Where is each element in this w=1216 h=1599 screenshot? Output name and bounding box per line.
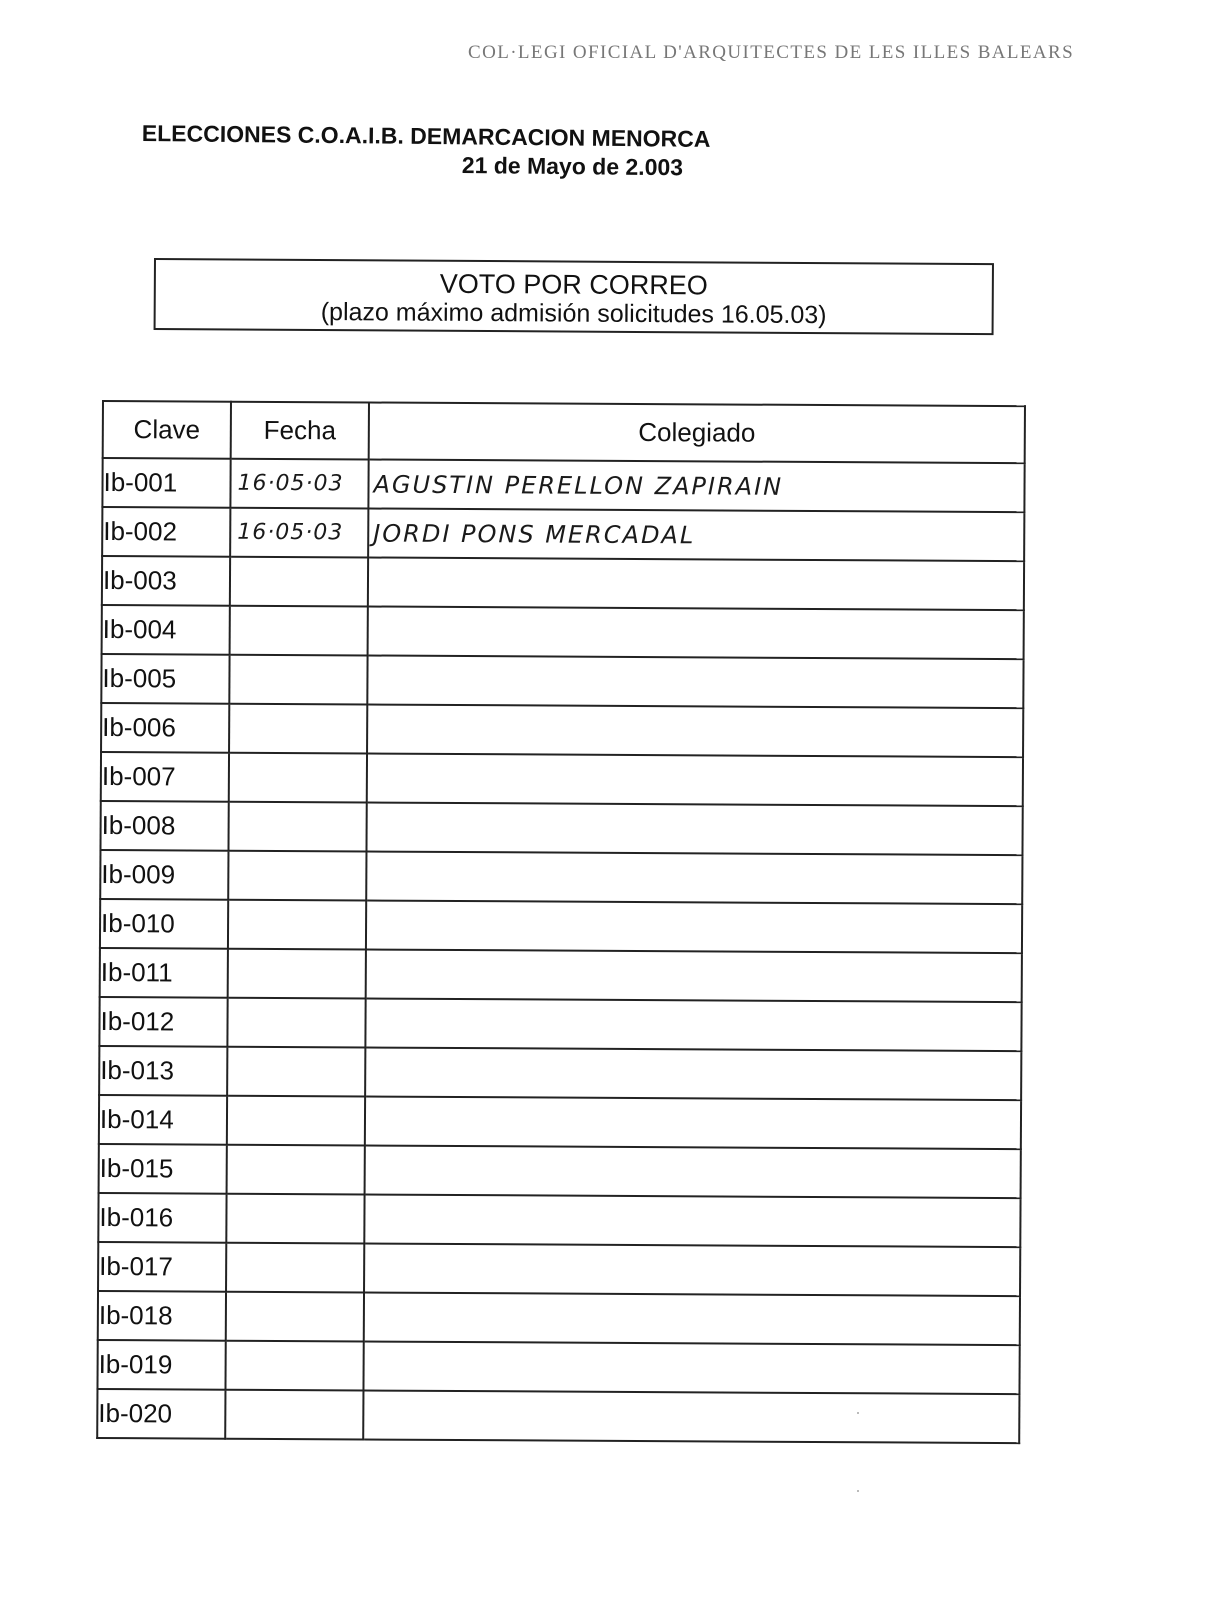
cell-colegiado: AGUSTIN PERELLON ZAPIRAIN	[368, 459, 1024, 512]
cell-clave: Ib-020	[97, 1389, 225, 1439]
cell-fecha	[227, 998, 365, 1048]
cell-clave: Ib-012	[99, 997, 227, 1047]
table-row	[100, 801, 1022, 855]
cell-clave: Ib-003	[102, 556, 230, 606]
cell-clave: Ib-019	[97, 1340, 225, 1390]
cell-colegiado	[365, 1096, 1021, 1149]
cell-fecha: 16·05·03	[230, 459, 368, 509]
table-row	[101, 703, 1023, 757]
cell-colegiado	[367, 655, 1023, 708]
cell-colegiado	[368, 606, 1024, 659]
cell-fecha	[226, 1194, 364, 1244]
header-clave: Clave	[103, 401, 231, 459]
cell-clave: Ib-007	[101, 752, 229, 802]
cell-colegiado	[366, 949, 1022, 1002]
cell-fecha: 16·05·03	[230, 508, 368, 558]
table-row	[102, 605, 1024, 659]
cell-colegiado	[366, 851, 1022, 904]
header-colegiado: Colegiado	[369, 402, 1025, 463]
cell-fecha	[229, 655, 367, 705]
notice-box	[154, 258, 994, 335]
table-row	[100, 948, 1022, 1002]
table-body	[97, 458, 1024, 1443]
cell-clave: Ib-002	[102, 507, 230, 557]
table-row	[97, 1389, 1019, 1443]
cell-fecha	[226, 1243, 364, 1293]
election-date: 21 de Mayo de 2.003	[461, 152, 684, 181]
table-row	[98, 1242, 1020, 1296]
notice-subheading: (plazo máximo admisión solicitudes 16.05.03)	[320, 298, 827, 330]
cell-clave: Ib-001	[102, 458, 230, 508]
cell-colegiado	[363, 1341, 1019, 1394]
cell-colegiado	[363, 1390, 1019, 1443]
table-header-row	[103, 401, 1025, 463]
cell-clave: Ib-009	[100, 850, 228, 900]
cell-fecha	[228, 949, 366, 999]
table-row	[100, 899, 1022, 953]
cell-clave: Ib-005	[101, 654, 229, 704]
cell-colegiado	[366, 900, 1022, 953]
cell-fecha	[225, 1390, 363, 1440]
cell-colegiado	[368, 557, 1024, 610]
cell-fecha	[227, 1096, 365, 1146]
cell-fecha	[228, 900, 366, 950]
cell-clave: Ib-018	[98, 1291, 226, 1341]
cell-colegiado	[367, 753, 1023, 806]
cell-colegiado	[365, 1047, 1021, 1100]
cell-colegiado	[366, 802, 1022, 855]
scan-speck	[857, 1490, 859, 1492]
register-table	[96, 400, 1024, 1444]
letterhead: COL·LEGI OFICIAL D'ARQUITECTES DE LES ILLES BALEARS	[468, 42, 1075, 63]
cell-colegiado	[365, 998, 1021, 1051]
cell-fecha	[226, 1292, 364, 1342]
cell-clave: Ib-006	[101, 703, 229, 753]
cell-fecha	[230, 606, 368, 656]
table-row	[102, 458, 1024, 512]
election-title: ELECCIONES C.O.A.I.B. DEMARCACION MENORCA	[141, 120, 711, 152]
header-fecha: Fecha	[231, 402, 369, 460]
cell-colegiado	[364, 1292, 1020, 1345]
cell-fecha	[229, 704, 367, 754]
cell-clave: Ib-004	[102, 605, 230, 655]
cell-fecha	[227, 1047, 365, 1097]
table-row	[102, 556, 1024, 610]
table-row	[99, 1144, 1021, 1198]
cell-clave: Ib-011	[100, 948, 228, 998]
cell-clave: Ib-008	[100, 801, 228, 851]
scan-speck	[857, 1412, 859, 1414]
cell-clave: Ib-014	[99, 1095, 227, 1145]
table-row	[99, 1046, 1021, 1100]
cell-clave: Ib-010	[100, 899, 228, 949]
cell-colegiado	[365, 1145, 1021, 1198]
cell-clave: Ib-017	[98, 1242, 226, 1292]
notice-heading: VOTO POR CORREO	[439, 268, 708, 301]
cell-colegiado	[364, 1243, 1020, 1296]
cell-fecha	[229, 753, 367, 803]
cell-colegiado	[367, 704, 1023, 757]
cell-fecha	[228, 802, 366, 852]
cell-fecha	[228, 851, 366, 901]
table-row	[101, 752, 1023, 806]
table-row	[99, 1095, 1021, 1149]
cell-fecha	[227, 1145, 365, 1195]
cell-fecha	[230, 557, 368, 607]
table-row	[100, 850, 1022, 904]
cell-colegiado	[364, 1194, 1020, 1247]
cell-clave: Ib-013	[99, 1046, 227, 1096]
table-row	[99, 997, 1021, 1051]
cell-colegiado: JORDI PONS MERCADAL	[368, 508, 1024, 561]
cell-clave: Ib-015	[99, 1144, 227, 1194]
table-row	[101, 654, 1023, 708]
table-row	[102, 507, 1024, 561]
table-row	[98, 1291, 1020, 1345]
table-row	[97, 1340, 1019, 1394]
table-row	[98, 1193, 1020, 1247]
cell-fecha	[225, 1341, 363, 1391]
cell-clave: Ib-016	[98, 1193, 226, 1243]
